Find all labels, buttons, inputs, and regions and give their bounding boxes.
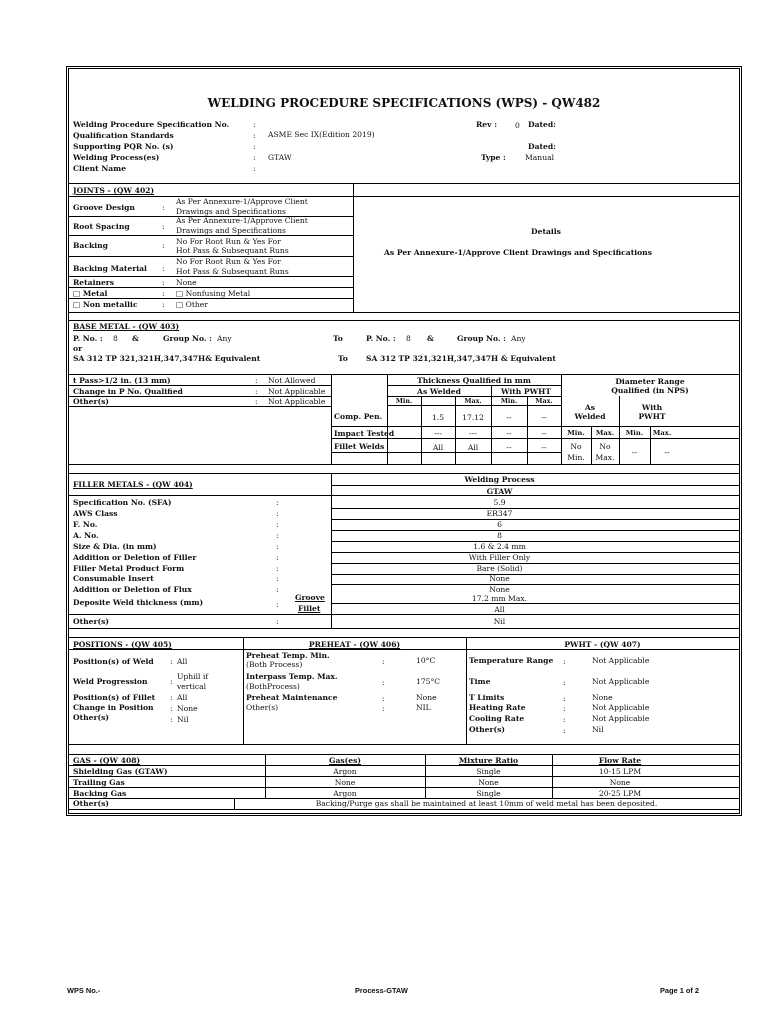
- pwht-row-value: Not Applicable: [592, 656, 650, 665]
- pwht-row-value: Nil: [592, 725, 604, 734]
- joints-heading: JOINTS - (QW 402): [73, 186, 155, 195]
- pqr-label: Supporting PQR No. (s): [73, 142, 174, 151]
- filler-row-value: None: [489, 585, 510, 594]
- client-label: Client Name: [73, 164, 127, 173]
- filler-row-value: 5.9: [493, 498, 506, 507]
- filler-row-label: A. No.: [73, 531, 99, 540]
- pwht-heading: PWHT - (QW 407): [564, 640, 641, 649]
- base-metal-heading: BASE METAL - (QW 403): [73, 322, 180, 331]
- pwht-row-label: Heating Rate: [469, 703, 526, 712]
- gas-row-label: Trailing Gas: [73, 778, 125, 787]
- gas-row-mix: Single: [476, 767, 501, 776]
- gas-row-mix: None: [478, 778, 499, 787]
- filler-row-label: AWS Class: [73, 509, 118, 518]
- footer-process: Process-GTAW: [355, 986, 408, 995]
- gas-row-flow: 20-25 LPM: [598, 789, 642, 798]
- filler-row-label: Size & Dia. (in mm): [73, 542, 157, 551]
- gas-row-gas: None: [334, 778, 356, 787]
- filler-row-value: None: [489, 574, 510, 583]
- filler-row-value: Bare (Solid): [476, 564, 523, 573]
- rev-label: Rev :: [476, 120, 498, 129]
- pwht-row-value: None: [592, 693, 613, 702]
- filler-row-label: Addition or Deletion of Flux: [73, 585, 192, 594]
- filler-row-value: 8: [497, 531, 502, 540]
- filler-heading: FILLER METALS - (QW 404): [73, 480, 193, 489]
- process-label: Welding Process(es): [73, 153, 160, 162]
- base-metal-spec-right: SA 312 TP 321,321H,347,347H & Equivalent: [366, 354, 556, 363]
- gas-row-label: Shielding Gas (GTAW): [73, 767, 168, 776]
- type-label: Type :: [481, 153, 506, 162]
- footer-wps-no: WPS No.-: [67, 986, 101, 995]
- filler-row-label: Specification No. (SFA): [73, 498, 172, 507]
- gas-row-gas: Argon: [333, 789, 357, 798]
- filler-row-value: ER347: [486, 509, 513, 518]
- pwht-row-label: T Limits: [469, 693, 505, 702]
- dated-label-2: Dated:: [528, 142, 556, 151]
- filler-row-label: Addition or Deletion of Filler: [73, 553, 197, 562]
- pwht-row-label: Temperature Range: [469, 656, 554, 665]
- dated-label: Dated:: [528, 120, 556, 129]
- qualification-label: Qualification Standards: [73, 131, 174, 140]
- pwht-row-value: Not Applicable: [592, 714, 650, 723]
- gas-row-flow: 10-15 LPM: [598, 767, 642, 776]
- gas-row-mix: Single: [476, 789, 501, 798]
- gas-row-flow: None: [609, 778, 631, 787]
- footer-page-number: Page 1 of 2: [660, 986, 700, 995]
- positions-heading: POSITIONS - (QW 405): [73, 640, 172, 649]
- filler-row-value: 1.6 & 2.4 mm: [473, 542, 526, 551]
- filler-row-value: With Filler Only: [468, 553, 531, 562]
- gas-others-note: Backing/Purge gas shall be maintained at least 10mm of weld metal has been deposited.: [315, 799, 658, 808]
- pwht-row-label: Other(s): [469, 725, 505, 734]
- filler-row-label: F. No.: [73, 520, 98, 529]
- preheat-heading: PREHEAT - (QW 406): [308, 640, 401, 649]
- gas-heading: GAS - (QW 408): [73, 756, 141, 765]
- pwht-row-label: Time: [469, 677, 491, 686]
- base-metal-spec-left: SA 312 TP 321,321H,347,347H& Equivalent: [73, 354, 261, 363]
- type-value: Manual: [525, 153, 555, 162]
- gas-row-gas: Argon: [333, 767, 357, 776]
- process-value: GTAW: [268, 153, 292, 162]
- filler-row-label: Consumable Insert: [73, 574, 154, 583]
- wps-no-label: Welding Procedure Specification No.: [73, 120, 230, 129]
- qualification-value: ASME Sec IX(Edition 2019): [268, 130, 375, 139]
- gas-row-label: Backing Gas: [73, 789, 127, 798]
- pwht-row-label: Cooling Rate: [469, 714, 525, 723]
- pwht-row-value: Not Applicable: [592, 677, 650, 686]
- pwht-row-value: Not Applicable: [592, 703, 650, 712]
- filler-row-label: Filler Metal Product Form: [73, 564, 185, 573]
- rev-value: 0: [515, 121, 520, 130]
- filler-row-value: 6: [497, 520, 502, 529]
- page-title: WELDING PROCEDURE SPECIFICATIONS (WPS) - QW482: [207, 96, 601, 110]
